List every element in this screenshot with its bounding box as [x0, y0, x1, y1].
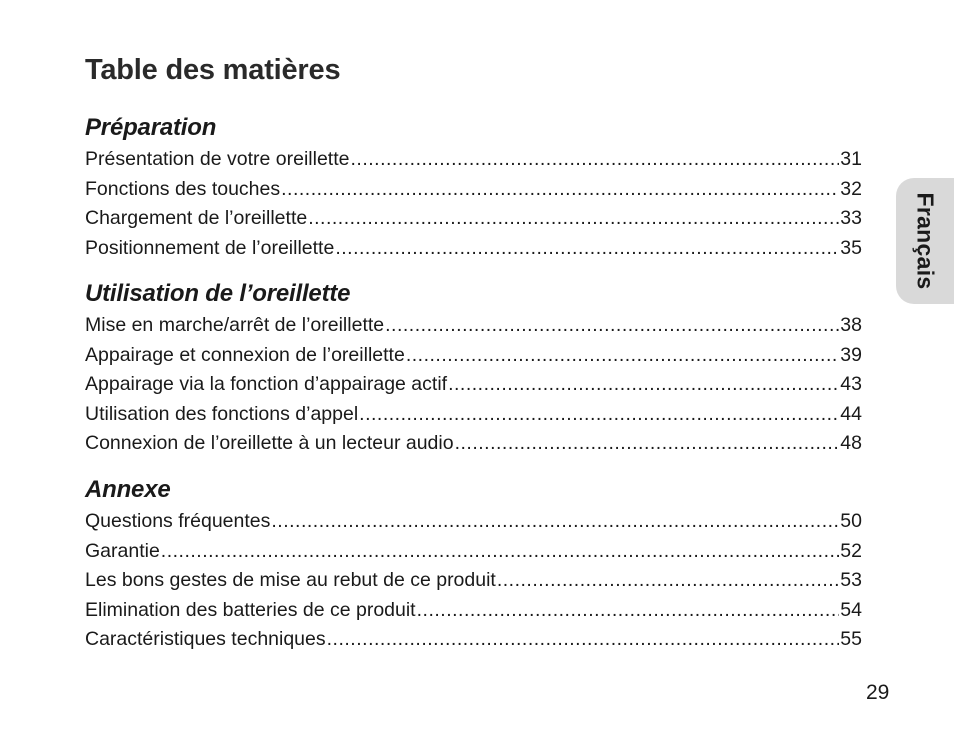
section-heading: Préparation [85, 114, 217, 141]
toc-entry-page: 54 [840, 598, 862, 621]
toc-entry-label: Questions fréquentes [85, 510, 271, 532]
toc-entry-page: 31 [840, 148, 862, 170]
toc-entry-page: 48 [840, 432, 862, 455]
section-heading: Utilisation de l’oreillette [85, 280, 351, 307]
dot-leader [308, 204, 839, 234]
dot-leader [281, 175, 839, 205]
dot-leader [406, 341, 839, 371]
page-title: Table des matières [85, 54, 341, 86]
dot-leader [271, 507, 839, 537]
toc-list [85, 507, 862, 655]
dot-leader [327, 625, 840, 655]
toc-entry[interactable] [85, 596, 862, 626]
toc-entry-label: Fonctions des touches [85, 177, 281, 200]
language-tab-label: Français [912, 192, 939, 290]
toc-entry[interactable] [85, 566, 862, 596]
dot-leader [385, 311, 839, 341]
toc-entry-label: Appairage et connexion de l’oreillette [85, 343, 405, 366]
dot-leader [417, 596, 840, 626]
toc-section-utilisation [85, 277, 862, 459]
toc-entry-page: 52 [840, 539, 862, 562]
toc-entry-label: Chargement de l’oreillette [85, 207, 308, 230]
toc-entry[interactable] [85, 234, 862, 264]
page-number: 29 [866, 681, 890, 704]
toc-entry-label: Elimination des batteries de ce produit [85, 598, 416, 621]
toc-entry-page: 44 [840, 402, 862, 425]
toc-entry-page: 43 [840, 373, 862, 396]
toc-entry-page: 55 [840, 628, 862, 651]
toc-entry[interactable] [85, 625, 862, 655]
toc-entry[interactable] [85, 400, 862, 430]
dot-leader [455, 429, 840, 459]
toc-section-annexe [85, 473, 862, 655]
toc-entry[interactable] [85, 175, 862, 205]
toc-entry[interactable] [85, 507, 862, 537]
dot-leader [448, 370, 839, 400]
toc-list [85, 311, 862, 459]
toc-entry-page: 39 [840, 343, 862, 366]
toc-entry-label: Présentation de votre oreillette [85, 148, 350, 170]
toc-entry-label: Les bons gestes de mise au rebut de ce produit [85, 569, 496, 592]
toc-section-preparation [85, 111, 862, 263]
toc-entry[interactable] [85, 204, 862, 234]
toc-entry[interactable] [85, 145, 862, 175]
dot-leader [161, 537, 840, 567]
dot-leader [335, 234, 839, 264]
toc-entry-page: 38 [840, 314, 862, 336]
toc-entry-label: Appairage via la fonction d’appairage actif [85, 373, 448, 396]
toc-entry-label: Utilisation des fonctions d’appel [85, 402, 359, 425]
toc-entry-label: Mise en marche/arrêt de l’oreillette [85, 314, 385, 336]
toc-entry[interactable] [85, 370, 862, 400]
toc-list [85, 145, 862, 263]
language-tab [896, 178, 954, 304]
toc-entry-label: Connexion de l’oreillette à un lecteur audio [85, 432, 454, 455]
toc-entry-label: Positionnement de l’oreillette [85, 236, 335, 259]
section-heading: Annexe [85, 476, 171, 503]
toc-entry[interactable] [85, 537, 862, 567]
dot-leader [359, 400, 839, 430]
toc-entry-label: Caractéristiques techniques [85, 628, 326, 651]
toc-entry-page: 32 [840, 177, 862, 200]
toc-entry[interactable] [85, 429, 862, 459]
toc-entry-label: Garantie [85, 539, 160, 562]
toc-entry[interactable] [85, 311, 862, 341]
toc-entry-page: 50 [840, 510, 862, 532]
toc-entry-page: 53 [840, 569, 862, 592]
dot-leader [497, 566, 839, 596]
toc-entry[interactable] [85, 341, 862, 371]
toc-entry-page: 33 [840, 207, 862, 230]
dot-leader [351, 145, 840, 175]
toc-entry-page: 35 [840, 236, 862, 259]
